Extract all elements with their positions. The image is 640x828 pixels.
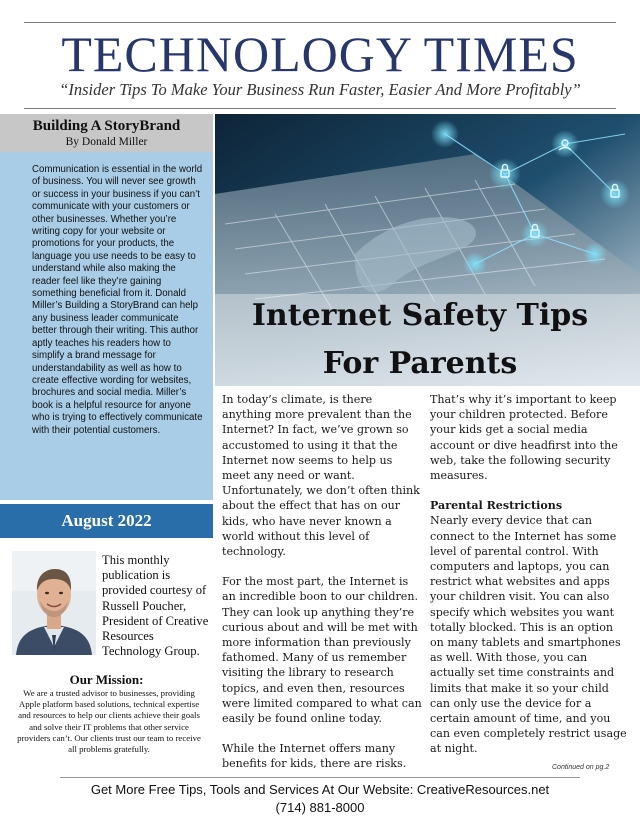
issue-date: August 2022 (0, 504, 213, 538)
article-paragraph: That’s why it’s important to keep your children protected. Before your kids get a social media account or dive headfirst into the web, take the following security measures. (430, 393, 618, 483)
article-paragraph: Nearly every device that can connect to the Internet has some level of parental control. With computers and laptops, you can restrict what websites and apps your children visit. You can also specify which websites you want totally blocked. This is an option on many tablets and smartphones as well. With those, you can actually set time constraints and limits that make it so your child can only use the device for a certain amount of time, and you can even completely restrict usage at night. (430, 514, 627, 756)
masthead-title: TECHNOLOGY TIMES (61, 26, 579, 82)
article-paragraph: In today’s climate, is there anything more prevalent than the Internet? In fact, we’ve grown so accustomed to using it that the Internet now seems to help us meet any need or want. Unfortunately, we don’t often think about the effect that has on our kids, who have never known a world without this level of technology. (222, 393, 420, 559)
masthead-tagline: “Insider Tips To Make Your Business Run Faster, Easier And More Profitably” (59, 80, 581, 99)
book-title-block (0, 114, 213, 152)
masthead-bottom-rule (24, 108, 616, 109)
footer-rule (60, 777, 580, 778)
article-subheading: Parental Restrictions (430, 499, 563, 513)
article-column-1 (222, 392, 422, 787)
sidebar (0, 114, 213, 792)
mission-heading: Our Mission: (69, 672, 144, 687)
book-author: By Donald Miller (65, 136, 148, 148)
article-paragraph: While the Internet offers many benefits for kids, there are risks. (222, 742, 407, 771)
president-photo (12, 551, 96, 655)
headline-line-1: Internet Safety Tips (251, 298, 589, 333)
article-headline (215, 296, 625, 384)
footer-website-line: Get More Free Tips, Tools and Services At Our Website: CreativeResources.net (90, 782, 550, 797)
masthead-top-rule (24, 22, 616, 23)
book-review-text: Communication is essential in the world of business. You will never see growth or success in your business if you can’t communicate with your customers or other businesses. Whether you’re writing copy for your website or promotions for your products, the language you use needs to be easy to understand while also making the reader feel like they’re gaining something beneficial from it. Donald Miller’s Building a StoryBrand can help any business leader communicate better through their writing. This author aptly teaches his readers how to simplify a brand message for understandability as well as how to create effective wording for websites, brochures and social media. Miller’s book is a helpful resource for anyone who is trying to effectively communicate with their potential customers. (32, 164, 203, 436)
continued-note: Continued on pg.2 (552, 764, 610, 771)
article-paragraph: For the most part, the Internet is an incredible boon to our children. They can look up anything they’re curious about and will be met with more information than previously fathomed. Many of us remember visiting the library to research topics, and even then, resources were limited compared to what can easily be found online today. (222, 575, 422, 726)
headline-line-2: For Parents (322, 346, 518, 381)
mission-text: We are a trusted advisor to businesses, providing Apple platform based solutions, technical expertise and resources to help our clients achieve their goals and solve their IT problems that other service providers can’t. Our clients trust our team to receive all problems gratefully. (17, 688, 201, 755)
courtesy-note: This monthly publication is provided courtesy of Russell Poucher, President of Creative Resources Technology Group. (102, 553, 209, 659)
book-review-panel (0, 114, 213, 500)
article-column-2 (430, 392, 630, 772)
book-title: Building A StoryBrand (32, 118, 181, 134)
footer-phone: (714) 881-8000 (275, 800, 365, 815)
